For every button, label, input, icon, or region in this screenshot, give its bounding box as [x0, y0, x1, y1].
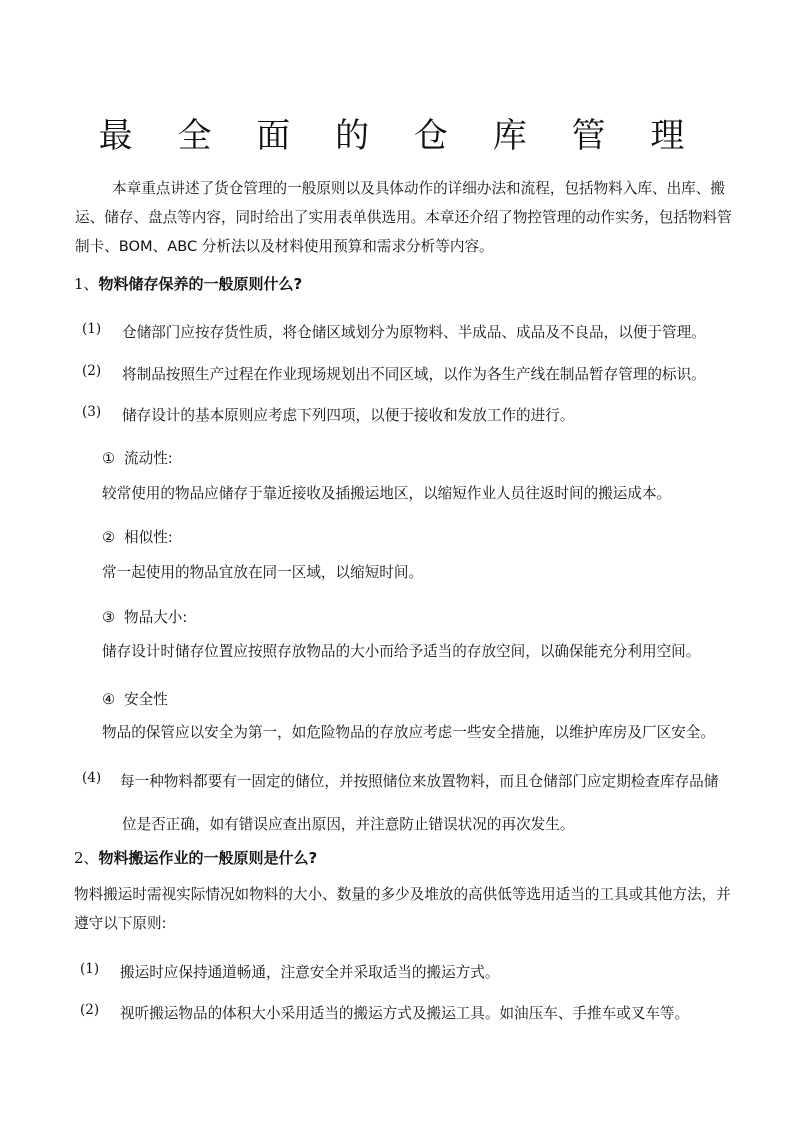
list-item-number: (2) — [80, 1002, 100, 1018]
list-item-number: (1) — [82, 321, 102, 337]
section-1-heading — [74, 273, 302, 294]
document-title: 最 全 面 的 仓 库 管 理 — [98, 116, 702, 156]
sub-body-text: 储存设计时储存位置应按照存放物品的大小而给予适当的存放空间，以确保能充分利用空间。 — [102, 643, 701, 660]
list-item-text: 搬运时应保持通道畅通，注意安全并采取适当的搬运方式。 — [120, 964, 500, 981]
list-item-number: (3) — [82, 404, 102, 420]
section-2-title: 物料搬运作业的一般原则是什么? — [98, 849, 318, 867]
sub-heading — [102, 526, 173, 547]
circled-number: ④ — [102, 691, 116, 708]
section-1-title: 物料储存保养的一般原则什么? — [98, 275, 303, 293]
sub-heading-label: 安全性 — [124, 691, 168, 708]
list-item-continuation: 位是否正确，如有错误应查出原因，并注意防止错误状况的再次发生。 — [122, 816, 575, 833]
section-2-heading — [74, 847, 317, 868]
list-item-text: 仓储部门应按存货性质，将仓储区域划分为原物料、半成品、成品及不良品，以便于管理。 — [122, 324, 706, 341]
circled-number: ① — [102, 450, 116, 467]
list-item-number: (4) — [82, 770, 102, 786]
list-item-text: 将制品按照生产过程在作业现场规划出不同区域，以作为各生产线在制品暂存管理的标识。 — [122, 366, 706, 383]
sub-heading-label: 相似性: — [124, 529, 173, 546]
list-item-number: (2) — [82, 363, 102, 379]
section-1-number: 1、 — [74, 275, 99, 293]
sub-heading-label: 流动性: — [124, 450, 173, 467]
section-2-number: 2、 — [74, 849, 99, 867]
list-item-text: 储存设计的基本原则应考虑下列四项，以便于接收和发放工作的进行。 — [122, 407, 575, 424]
sub-heading — [102, 606, 187, 627]
list-item-text: 视听搬运物品的体积大小采用适当的搬运方式及搬运工具。如油压车、手推车或叉车等。 — [120, 1005, 690, 1022]
list-item-number: (1) — [80, 961, 100, 977]
intro-paragraph: 本章重点讲述了货仓管理的一般原则以及具体动作的详细办法和流程，包括物料入库、出库、搬运、储存、盘点等内容，同时给出了实用表单供选用。本章还介绍了物控管理的动作实务，包括物料管制卡、BOM、ABC 分析法以及材料使用预算和需求分析等内容。 — [75, 180, 732, 255]
sub-body-text: 较常使用的物品应储存于靠近接收及插搬运地区，以缩短作业人员往返时间的搬运成本。 — [102, 485, 672, 502]
circled-number: ② — [102, 529, 116, 546]
sub-heading — [102, 688, 168, 709]
sub-body-text: 物品的保管应以安全为第一，如危险物品的存放应考虑一些安全措施，以维护库房及厂区安全。 — [102, 724, 715, 741]
circled-number: ③ — [102, 609, 116, 626]
sub-heading — [102, 447, 173, 468]
list-item-text: 每一种物料都要有一固定的储位，并按照储位来放置物料，而且仓储部门应定期检查库存品储 — [120, 773, 719, 790]
sub-heading-label: 物品大小: — [124, 609, 188, 626]
section-2-paragraph: 物料搬运时需视实际情况如物料的大小、数量的多少及堆放的高供低等选用适当的工具或其他方法，并遵守以下原则: — [74, 886, 731, 932]
sub-body-text: 常一起使用的物品宜放在同一区域，以缩短时间。 — [102, 564, 424, 581]
